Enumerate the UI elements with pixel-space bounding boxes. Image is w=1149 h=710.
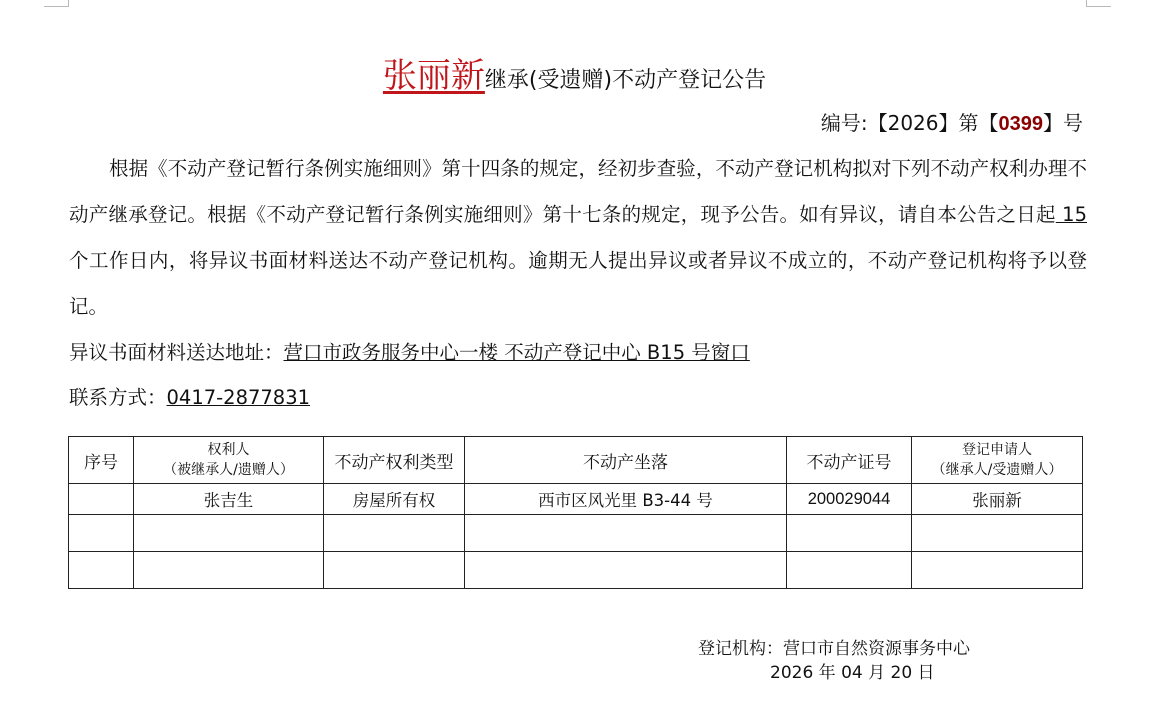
notice-body-paragraph xyxy=(69,146,1087,330)
property-table xyxy=(68,436,1083,589)
table-row-empty xyxy=(69,515,1083,552)
objection-days: 15 xyxy=(1055,203,1087,226)
header-holder-sub: （被继承人/遗赠人） xyxy=(163,462,294,478)
notice-number xyxy=(821,108,1083,139)
header-seq: 序号 xyxy=(69,437,134,484)
cell-empty xyxy=(69,552,134,589)
contact-value: 0417-2877831 xyxy=(166,386,311,409)
cell-empty xyxy=(465,552,787,589)
header-applicant xyxy=(912,437,1083,484)
header-holder xyxy=(134,437,324,484)
table-row xyxy=(69,484,1083,515)
cell-empty xyxy=(324,515,465,552)
number-suffix: 】号 xyxy=(1043,111,1083,135)
address-value: 营口市政务服务中心一楼 不动产登记中心 B15 号窗口 xyxy=(283,341,750,364)
number-value: 0399 xyxy=(998,113,1043,135)
contact-label: 联系方式： xyxy=(69,386,167,409)
cell-empty xyxy=(912,552,1083,589)
notice-title xyxy=(0,54,1149,104)
cell-empty xyxy=(324,552,465,589)
cell-seq xyxy=(69,484,134,515)
cell-empty xyxy=(787,552,912,589)
address-label: 异议书面材料送达地址： xyxy=(69,341,284,364)
header-applicant-label: 登记申请人 xyxy=(962,442,1032,458)
cell-empty xyxy=(134,552,324,589)
address-line xyxy=(69,338,750,368)
cell-empty xyxy=(69,515,134,552)
registration-organization: 登记机构：营口市自然资源事务中心 xyxy=(698,639,970,659)
header-holder-label: 权利人 xyxy=(207,442,250,458)
cell-empty xyxy=(465,515,787,552)
number-prefix: 编号:【2026】第【 xyxy=(820,111,999,135)
cell-holder: 张吉生 xyxy=(134,484,324,515)
header-cert-no: 不动产证号 xyxy=(787,437,912,484)
title-applicant-name: 张丽新 xyxy=(382,56,485,96)
title-text: 继承(受遗赠)不动产登记公告 xyxy=(484,68,767,93)
cell-right-type: 房屋所有权 xyxy=(324,484,465,515)
table-row-empty xyxy=(69,552,1083,589)
cell-cert-no: 200029044 xyxy=(787,484,912,515)
header-right-type: 不动产权利类型 xyxy=(324,437,465,484)
cell-applicant: 张丽新 xyxy=(912,484,1083,515)
contact-line xyxy=(69,383,310,413)
cell-empty xyxy=(787,515,912,552)
notice-date: 2026 年 04 月 20 日 xyxy=(770,663,935,683)
header-location: 不动产坐落 xyxy=(465,437,787,484)
cell-empty xyxy=(134,515,324,552)
body-text-part-2: 个工作日内，将异议书面材料送达不动产登记机构。逾期无人提出异议或者异议不成立的，不动产登记机构将予以登记。 xyxy=(69,249,1087,318)
cell-location: 西市区风光里 B3-44 号 xyxy=(465,484,787,515)
table-header-row xyxy=(69,437,1083,484)
page-corner-mark-right xyxy=(1086,0,1111,7)
page-corner-mark-left xyxy=(44,0,69,7)
body-text-part-1: 根据《不动产登记暂行条例实施细则》第十四条的规定，经初步查验，不动产登记机构拟对下列不动产权利办理不动产继承登记。根据《不动产登记暂行条例实施细则》第十七条的规定，现予公告。如有异议，请自本公告之日起 xyxy=(69,157,1087,226)
header-applicant-sub: （继承人/受遗赠人） xyxy=(931,462,1063,478)
cell-empty xyxy=(912,515,1083,552)
